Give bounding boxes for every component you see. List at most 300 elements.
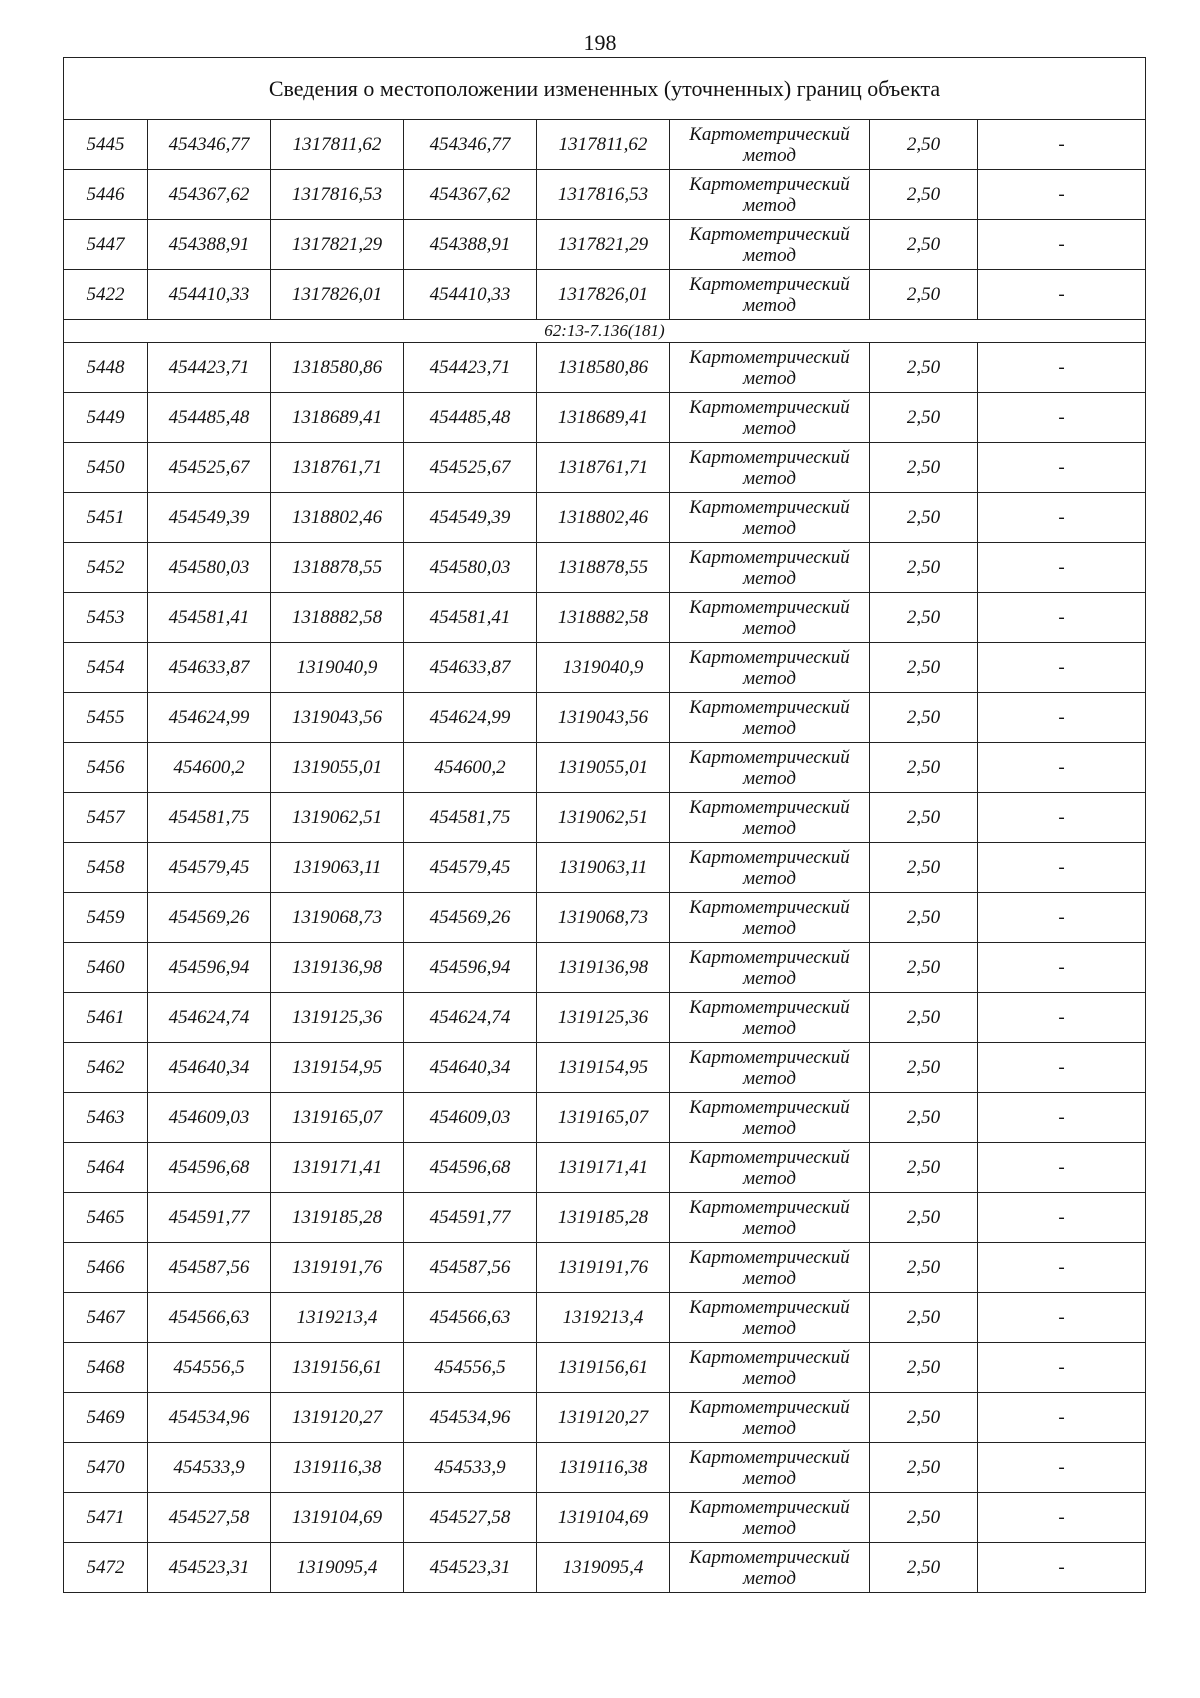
method-cell	[670, 170, 870, 220]
point-number-cell: 5450	[64, 443, 148, 493]
note-cell: -	[978, 843, 1146, 893]
method-cell	[670, 1343, 870, 1393]
y-new-cell: 1318689,41	[537, 393, 670, 443]
point-number-cell: 5459	[64, 893, 148, 943]
method-cell	[670, 893, 870, 943]
y-old-cell: 1317821,29	[271, 220, 404, 270]
method-line-2: метод	[743, 1067, 796, 1089]
note-cell: -	[978, 443, 1146, 493]
y-new-cell: 1319104,69	[537, 1493, 670, 1543]
method-line-1: Картометрический	[689, 1396, 850, 1418]
method-line-1: Картометрический	[689, 1196, 850, 1218]
x-new-cell: 454581,41	[404, 593, 537, 643]
x-old-cell: 454410,33	[148, 270, 271, 320]
x-new-cell: 454581,75	[404, 793, 537, 843]
table-row	[64, 643, 1146, 693]
point-number-cell: 5464	[64, 1143, 148, 1193]
x-old-cell: 454624,74	[148, 993, 271, 1043]
y-old-cell: 1319116,38	[271, 1443, 404, 1493]
method-line-1: Картометрический	[689, 846, 850, 868]
point-number-cell: 5469	[64, 1393, 148, 1443]
table-row	[64, 1343, 1146, 1393]
note-cell: -	[978, 1493, 1146, 1543]
method-cell	[670, 1493, 870, 1543]
method-cell	[670, 793, 870, 843]
method-cell	[670, 443, 870, 493]
y-new-cell: 1319185,28	[537, 1193, 670, 1243]
point-number-cell: 5472	[64, 1543, 148, 1593]
table-row	[64, 593, 1146, 643]
method-line-1: Картометрический	[689, 273, 850, 295]
x-new-cell: 454591,77	[404, 1193, 537, 1243]
x-new-cell: 454388,91	[404, 220, 537, 270]
method-line-1: Картометрический	[689, 1446, 850, 1468]
note-cell: -	[978, 943, 1146, 993]
x-new-cell: 454596,94	[404, 943, 537, 993]
x-old-cell: 454525,67	[148, 443, 271, 493]
point-number-cell: 5454	[64, 643, 148, 693]
method-line-2: метод	[743, 817, 796, 839]
accuracy-cell: 2,50	[870, 120, 978, 170]
table-row	[64, 1093, 1146, 1143]
x-new-cell: 454624,74	[404, 993, 537, 1043]
method-line-2: метод	[743, 1167, 796, 1189]
accuracy-cell: 2,50	[870, 1343, 978, 1393]
accuracy-cell: 2,50	[870, 843, 978, 893]
method-cell	[670, 220, 870, 270]
table-row	[64, 1543, 1146, 1593]
note-cell: -	[978, 1393, 1146, 1443]
x-new-cell: 454569,26	[404, 893, 537, 943]
accuracy-cell: 2,50	[870, 993, 978, 1043]
method-line-2: метод	[743, 1017, 796, 1039]
x-new-cell: 454534,96	[404, 1393, 537, 1443]
method-line-1: Картометрический	[689, 1296, 850, 1318]
method-line-2: метод	[743, 1267, 796, 1289]
method-cell	[670, 343, 870, 393]
accuracy-cell: 2,50	[870, 1443, 978, 1493]
method-line-2: метод	[743, 1367, 796, 1389]
x-old-cell: 454569,26	[148, 893, 271, 943]
table-row	[64, 1443, 1146, 1493]
method-line-1: Картометрический	[689, 1096, 850, 1118]
x-old-cell: 454346,77	[148, 120, 271, 170]
y-old-cell: 1319154,95	[271, 1043, 404, 1093]
x-new-cell: 454596,68	[404, 1143, 537, 1193]
x-old-cell: 454549,39	[148, 493, 271, 543]
point-number-cell: 5451	[64, 493, 148, 543]
x-new-cell: 454556,5	[404, 1343, 537, 1393]
x-old-cell: 454624,99	[148, 693, 271, 743]
method-line-2: метод	[743, 967, 796, 989]
y-new-cell: 1318761,71	[537, 443, 670, 493]
y-new-cell: 1319125,36	[537, 993, 670, 1043]
point-number-cell: 5468	[64, 1343, 148, 1393]
method-line-2: метод	[743, 867, 796, 889]
note-cell: -	[978, 643, 1146, 693]
x-new-cell: 454410,33	[404, 270, 537, 320]
note-cell: -	[978, 220, 1146, 270]
method-cell	[670, 593, 870, 643]
method-line-2: метод	[743, 144, 796, 166]
x-old-cell: 454596,94	[148, 943, 271, 993]
y-new-cell: 1319116,38	[537, 1443, 670, 1493]
table-row	[64, 1493, 1146, 1543]
x-new-cell: 454624,99	[404, 693, 537, 743]
x-new-cell: 454640,34	[404, 1043, 537, 1093]
y-new-cell: 1318580,86	[537, 343, 670, 393]
accuracy-cell: 2,50	[870, 1393, 978, 1443]
method-line-1: Картометрический	[689, 173, 850, 195]
method-line-2: метод	[743, 1467, 796, 1489]
accuracy-cell: 2,50	[870, 1043, 978, 1093]
table-title: Сведения о местоположении измененных (уточненных) границ объекта	[64, 58, 1146, 120]
point-number-cell: 5470	[64, 1443, 148, 1493]
method-line-2: метод	[743, 717, 796, 739]
note-cell: -	[978, 170, 1146, 220]
method-line-1: Картометрический	[689, 1496, 850, 1518]
x-old-cell: 454523,31	[148, 1543, 271, 1593]
y-new-cell: 1319062,51	[537, 793, 670, 843]
table-row	[64, 1143, 1146, 1193]
table-row	[64, 1293, 1146, 1343]
x-old-cell: 454388,91	[148, 220, 271, 270]
x-old-cell: 454581,75	[148, 793, 271, 843]
table-row	[64, 793, 1146, 843]
note-cell: -	[978, 593, 1146, 643]
y-new-cell: 1318882,58	[537, 593, 670, 643]
x-old-cell: 454367,62	[148, 170, 271, 220]
y-old-cell: 1317826,01	[271, 270, 404, 320]
x-new-cell: 454533,9	[404, 1443, 537, 1493]
y-old-cell: 1318761,71	[271, 443, 404, 493]
note-cell: -	[978, 1043, 1146, 1093]
method-line-2: метод	[743, 517, 796, 539]
method-line-1: Картометрический	[689, 996, 850, 1018]
table-title-row	[64, 58, 1146, 120]
method-line-2: метод	[743, 917, 796, 939]
method-line-1: Картометрический	[689, 123, 850, 145]
method-cell	[670, 743, 870, 793]
x-old-cell: 454640,34	[148, 1043, 271, 1093]
point-number-cell: 5458	[64, 843, 148, 893]
y-old-cell: 1319156,61	[271, 1343, 404, 1393]
table-row	[64, 270, 1146, 320]
x-old-cell: 454556,5	[148, 1343, 271, 1393]
table-row	[64, 543, 1146, 593]
table-row	[64, 1193, 1146, 1243]
note-cell: -	[978, 120, 1146, 170]
method-line-1: Картометрический	[689, 1346, 850, 1368]
note-cell: -	[978, 393, 1146, 443]
method-line-1: Картометрический	[689, 746, 850, 768]
method-cell	[670, 270, 870, 320]
method-line-2: метод	[743, 767, 796, 789]
note-cell: -	[978, 1143, 1146, 1193]
accuracy-cell: 2,50	[870, 593, 978, 643]
page-number: 198	[583, 30, 617, 55]
x-new-cell: 454580,03	[404, 543, 537, 593]
method-line-1: Картометрический	[689, 1146, 850, 1168]
accuracy-cell: 2,50	[870, 1293, 978, 1343]
y-new-cell: 1319095,4	[537, 1543, 670, 1593]
method-cell	[670, 393, 870, 443]
note-cell: -	[978, 1443, 1146, 1493]
x-old-cell: 454485,48	[148, 393, 271, 443]
y-old-cell: 1318882,58	[271, 593, 404, 643]
y-new-cell: 1319191,76	[537, 1243, 670, 1293]
y-new-cell: 1319136,98	[537, 943, 670, 993]
method-line-1: Картометрический	[689, 496, 850, 518]
x-old-cell: 454633,87	[148, 643, 271, 693]
point-number-cell: 5456	[64, 743, 148, 793]
accuracy-cell: 2,50	[870, 220, 978, 270]
accuracy-cell: 2,50	[870, 543, 978, 593]
y-new-cell: 1318878,55	[537, 543, 670, 593]
x-old-cell: 454591,77	[148, 1193, 271, 1243]
method-line-1: Картометрический	[689, 1246, 850, 1268]
note-cell: -	[978, 1093, 1146, 1143]
method-cell	[670, 120, 870, 170]
y-new-cell: 1318802,46	[537, 493, 670, 543]
y-old-cell: 1317816,53	[271, 170, 404, 220]
accuracy-cell: 2,50	[870, 343, 978, 393]
accuracy-cell: 2,50	[870, 1093, 978, 1143]
method-cell	[670, 1093, 870, 1143]
table-row	[64, 343, 1146, 393]
accuracy-cell: 2,50	[870, 893, 978, 943]
accuracy-cell: 2,50	[870, 643, 978, 693]
x-new-cell: 454579,45	[404, 843, 537, 893]
table-row	[64, 693, 1146, 743]
method-line-1: Картометрический	[689, 346, 850, 368]
y-new-cell: 1319171,41	[537, 1143, 670, 1193]
point-number-cell: 5467	[64, 1293, 148, 1343]
method-line-1: Картометрический	[689, 446, 850, 468]
y-new-cell: 1317821,29	[537, 220, 670, 270]
table-row	[64, 493, 1146, 543]
method-line-2: метод	[743, 467, 796, 489]
method-cell	[670, 1443, 870, 1493]
y-new-cell: 1319040,9	[537, 643, 670, 693]
method-cell	[670, 1043, 870, 1093]
y-new-cell: 1319043,56	[537, 693, 670, 743]
method-line-1: Картометрический	[689, 696, 850, 718]
y-old-cell: 1319068,73	[271, 893, 404, 943]
point-number-cell: 5466	[64, 1243, 148, 1293]
x-new-cell: 454367,62	[404, 170, 537, 220]
y-old-cell: 1319185,28	[271, 1193, 404, 1243]
y-old-cell: 1318689,41	[271, 393, 404, 443]
note-cell: -	[978, 1293, 1146, 1343]
note-cell: -	[978, 793, 1146, 843]
x-new-cell: 454346,77	[404, 120, 537, 170]
y-old-cell: 1319104,69	[271, 1493, 404, 1543]
y-old-cell: 1317811,62	[271, 120, 404, 170]
x-new-cell: 454600,2	[404, 743, 537, 793]
table-row	[64, 843, 1146, 893]
accuracy-cell: 2,50	[870, 743, 978, 793]
y-old-cell: 1319165,07	[271, 1093, 404, 1143]
note-cell: -	[978, 1343, 1146, 1393]
note-cell: -	[978, 493, 1146, 543]
x-old-cell: 454533,9	[148, 1443, 271, 1493]
method-line-2: метод	[743, 194, 796, 216]
y-old-cell: 1318878,55	[271, 543, 404, 593]
cadastral-number-label: 62:13-7.136(181)	[64, 320, 1146, 343]
method-line-1: Картометрический	[689, 596, 850, 618]
table-row	[64, 943, 1146, 993]
x-new-cell: 454485,48	[404, 393, 537, 443]
method-line-1: Картометрический	[689, 796, 850, 818]
x-new-cell: 454587,56	[404, 1243, 537, 1293]
method-line-1: Картометрический	[689, 396, 850, 418]
method-line-2: метод	[743, 294, 796, 316]
method-line-1: Картометрический	[689, 223, 850, 245]
y-old-cell: 1319043,56	[271, 693, 404, 743]
y-old-cell: 1319125,36	[271, 993, 404, 1043]
x-old-cell: 454566,63	[148, 1293, 271, 1343]
accuracy-cell: 2,50	[870, 1543, 978, 1593]
method-line-2: метод	[743, 1117, 796, 1139]
method-line-1: Картометрический	[689, 646, 850, 668]
y-new-cell: 1319055,01	[537, 743, 670, 793]
y-old-cell: 1318580,86	[271, 343, 404, 393]
point-number-cell: 5422	[64, 270, 148, 320]
method-cell	[670, 1193, 870, 1243]
method-line-1: Картометрический	[689, 1046, 850, 1068]
y-old-cell: 1319191,76	[271, 1243, 404, 1293]
y-new-cell: 1319213,4	[537, 1293, 670, 1343]
x-old-cell: 454580,03	[148, 543, 271, 593]
method-cell	[670, 1543, 870, 1593]
x-new-cell: 454527,58	[404, 1493, 537, 1543]
note-cell: -	[978, 543, 1146, 593]
method-line-2: метод	[743, 1217, 796, 1239]
accuracy-cell: 2,50	[870, 443, 978, 493]
y-new-cell: 1319156,61	[537, 1343, 670, 1393]
x-old-cell: 454600,2	[148, 743, 271, 793]
accuracy-cell: 2,50	[870, 493, 978, 543]
x-new-cell: 454549,39	[404, 493, 537, 543]
x-old-cell: 454587,56	[148, 1243, 271, 1293]
x-old-cell: 454579,45	[148, 843, 271, 893]
point-number-cell: 5453	[64, 593, 148, 643]
y-old-cell: 1319063,11	[271, 843, 404, 893]
point-number-cell: 5465	[64, 1193, 148, 1243]
y-new-cell: 1319063,11	[537, 843, 670, 893]
y-old-cell: 1318802,46	[271, 493, 404, 543]
method-line-2: метод	[743, 244, 796, 266]
method-line-2: метод	[743, 1567, 796, 1589]
method-line-1: Картометрический	[689, 546, 850, 568]
point-number-cell: 5449	[64, 393, 148, 443]
group-header-row	[64, 320, 1146, 343]
table-row	[64, 1243, 1146, 1293]
y-new-cell: 1317826,01	[537, 270, 670, 320]
x-old-cell: 454596,68	[148, 1143, 271, 1193]
note-cell: -	[978, 993, 1146, 1043]
method-line-1: Картометрический	[689, 946, 850, 968]
method-cell	[670, 1293, 870, 1343]
method-line-2: метод	[743, 567, 796, 589]
accuracy-cell: 2,50	[870, 170, 978, 220]
accuracy-cell: 2,50	[870, 1143, 978, 1193]
point-number-cell: 5447	[64, 220, 148, 270]
y-old-cell: 1319171,41	[271, 1143, 404, 1193]
accuracy-cell: 2,50	[870, 1193, 978, 1243]
x-new-cell: 454523,31	[404, 1543, 537, 1593]
point-number-cell: 5445	[64, 120, 148, 170]
method-cell	[670, 843, 870, 893]
method-line-2: метод	[743, 617, 796, 639]
y-new-cell: 1319165,07	[537, 1093, 670, 1143]
x-new-cell: 454566,63	[404, 1293, 537, 1343]
method-line-1: Картометрический	[689, 896, 850, 918]
accuracy-cell: 2,50	[870, 943, 978, 993]
x-old-cell: 454609,03	[148, 1093, 271, 1143]
y-new-cell: 1317816,53	[537, 170, 670, 220]
method-cell	[670, 643, 870, 693]
method-cell	[670, 1393, 870, 1443]
x-old-cell: 454423,71	[148, 343, 271, 393]
y-old-cell: 1319095,4	[271, 1543, 404, 1593]
y-new-cell: 1317811,62	[537, 120, 670, 170]
y-old-cell: 1319040,9	[271, 643, 404, 693]
note-cell: -	[978, 893, 1146, 943]
table-row	[64, 893, 1146, 943]
accuracy-cell: 2,50	[870, 1243, 978, 1293]
method-cell	[670, 993, 870, 1043]
method-cell	[670, 1143, 870, 1193]
note-cell: -	[978, 270, 1146, 320]
table-row	[64, 1043, 1146, 1093]
y-old-cell: 1319136,98	[271, 943, 404, 993]
accuracy-cell: 2,50	[870, 1493, 978, 1543]
point-number-cell: 5460	[64, 943, 148, 993]
table-row	[64, 1393, 1146, 1443]
x-old-cell: 454527,58	[148, 1493, 271, 1543]
y-new-cell: 1319120,27	[537, 1393, 670, 1443]
point-number-cell: 5457	[64, 793, 148, 843]
method-line-2: метод	[743, 1417, 796, 1439]
method-cell	[670, 1243, 870, 1293]
note-cell: -	[978, 343, 1146, 393]
note-cell: -	[978, 1193, 1146, 1243]
method-line-2: метод	[743, 417, 796, 439]
y-new-cell: 1319154,95	[537, 1043, 670, 1093]
method-line-2: метод	[743, 367, 796, 389]
method-cell	[670, 943, 870, 993]
y-old-cell: 1319120,27	[271, 1393, 404, 1443]
table-row	[64, 170, 1146, 220]
point-number-cell: 5462	[64, 1043, 148, 1093]
table-row	[64, 120, 1146, 170]
point-number-cell: 5471	[64, 1493, 148, 1543]
point-number-cell: 5461	[64, 993, 148, 1043]
method-cell	[670, 543, 870, 593]
point-number-cell: 5452	[64, 543, 148, 593]
note-cell: -	[978, 1243, 1146, 1293]
method-line-2: метод	[743, 1317, 796, 1339]
accuracy-cell: 2,50	[870, 793, 978, 843]
table-row	[64, 743, 1146, 793]
method-line-1: Картометрический	[689, 1546, 850, 1568]
x-new-cell: 454525,67	[404, 443, 537, 493]
table-row	[64, 220, 1146, 270]
accuracy-cell: 2,50	[870, 393, 978, 443]
x-new-cell: 454423,71	[404, 343, 537, 393]
